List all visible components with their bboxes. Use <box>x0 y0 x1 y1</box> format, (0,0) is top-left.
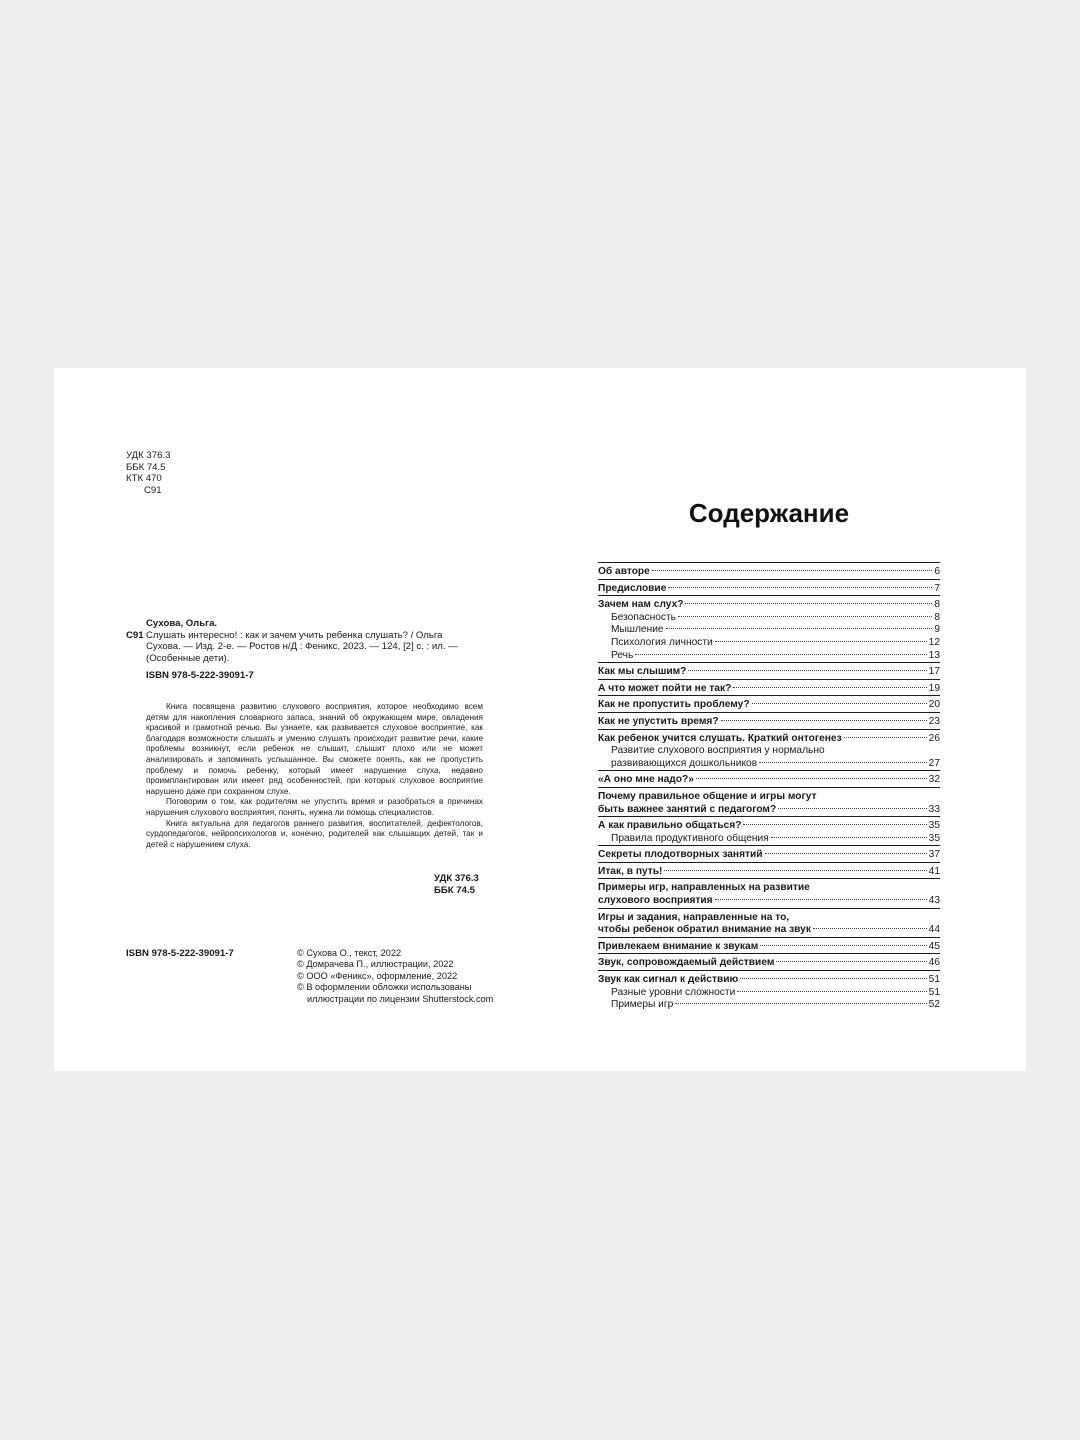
toc-entry <box>598 679 940 696</box>
toc-entry-page: 45 <box>928 940 940 952</box>
toc-entry-page: 13 <box>928 649 940 661</box>
toc-leader <box>765 853 927 854</box>
toc-entry-label: Предисловие <box>598 582 667 594</box>
toc-entry-page: 51 <box>928 974 940 986</box>
toc-leader <box>678 616 932 617</box>
toc-entry <box>598 595 940 612</box>
toc-entry-label: Звук, сопровождаемый действием <box>598 957 775 969</box>
entry-title-line-3: (Особенные дети). <box>146 652 230 664</box>
entry-isbn: ISBN 978-5-222-39091-7 <box>146 670 254 682</box>
toc-entry-label: А как правильно общаться? <box>598 820 742 832</box>
toc-entry-label: Игры и задания, направленные на то, <box>598 911 790 923</box>
toc-entry-page: 17 <box>928 666 940 678</box>
toc-entry-page: 23 <box>928 715 940 727</box>
toc-entry-label: Как мы слышим? <box>598 666 687 678</box>
toc-entry-label: Почему правильное общение и игры могут <box>598 790 817 802</box>
toc-entry <box>598 712 940 729</box>
toc-entry-label: Психология личности <box>611 636 713 648</box>
copyright-line: © В оформлении обложки использованы <box>297 982 472 993</box>
toc-entry-page: 26 <box>928 732 940 744</box>
toc-entry-page: 35 <box>928 820 940 832</box>
toc-leader <box>813 928 927 929</box>
toc-entry-label: слухового восприятия <box>598 895 713 907</box>
toc-entry <box>598 937 940 954</box>
toc-entry <box>598 729 940 746</box>
table-of-contents <box>598 562 940 1012</box>
toc-entry-page: 37 <box>928 849 940 861</box>
toc-entry-label: Правила продуктивного общения <box>611 832 769 844</box>
toc-subentry <box>598 624 940 637</box>
annotation <box>146 702 483 850</box>
toc-subentry <box>598 745 940 770</box>
classification-codes <box>126 450 170 496</box>
toc-entry-label: Привлекаем внимание к звукам <box>598 940 759 952</box>
toc-leader <box>675 1003 926 1004</box>
annotation-paragraph: Поговорим о том, как родителям не упустить время и разобраться в причинах нарушения слухового восприятия, понять, нужна ли помощь специалистов. <box>146 797 483 817</box>
toc-entry-label: Итак, в путь! <box>598 865 663 877</box>
toc-entry <box>598 695 940 712</box>
toc-entry <box>598 862 940 879</box>
toc-entry <box>598 787 940 816</box>
toc-entry <box>598 953 940 970</box>
toc-entry-label: Звук как сигнал к действию <box>598 974 739 986</box>
toc-leader <box>733 687 926 688</box>
toc-entry <box>598 845 940 862</box>
toc-entry-page: 7 <box>934 582 940 594</box>
toc-leader <box>740 978 926 979</box>
toc-entry <box>598 908 940 937</box>
toc-leader <box>635 654 926 655</box>
toc-leader <box>771 837 927 838</box>
toc-entry-page: 12 <box>928 636 940 648</box>
annotation-paragraph: Книга посвящена развитию слухового восприятия, которое необходимо всем детям для накопления словарного запаса, знаний об окружающем мире, овладения красивой и грамотной речью. Вы узнаете, как развивается слуховое восприятие, как благодаря возможности слышать и умению слушать происходит развитие речи, какие проблемы возникнут, если ребенок не слышит, слышит плохо или не может анализировать и запоминать услышанное. Вы сможете понять, как не пропустить проблему и помочь ребенку, который имеет нарушение слуха, недавно проимплантирован или имеет ряд особенностей, при которых слуховое восприятие нарушено даже при сохранном слухе. <box>146 702 483 796</box>
toc-leader <box>737 991 926 992</box>
toc-entry-label: Как не пропустить проблему? <box>598 699 750 711</box>
toc-entry-page: 9 <box>934 624 940 636</box>
toc-entry-label: чтобы ребенок обратил внимание на звук <box>598 924 811 936</box>
toc-leader <box>715 641 927 642</box>
toc-entry-label: развивающихся дошкольников <box>611 757 758 769</box>
toc-entry-page: 43 <box>928 895 940 907</box>
toc-entry <box>598 878 940 907</box>
toc-subentry <box>598 650 940 663</box>
toc-entry-page: 8 <box>934 611 940 623</box>
bibliographic-entry <box>126 618 486 682</box>
ktk-code: КТК 470 <box>126 473 162 485</box>
toc-entry-label: А что может пойти не так? <box>598 682 732 694</box>
toc-entry <box>598 562 940 579</box>
toc-entry-page: 52 <box>928 999 940 1011</box>
toc-leader <box>668 587 932 588</box>
toc-entry-page: 19 <box>928 682 940 694</box>
toc-entry-page: 33 <box>928 803 940 815</box>
toc-leader <box>688 670 926 671</box>
toc-entry-label: «А оно мне надо?» <box>598 774 694 786</box>
toc-entry-label: Безопасность <box>611 611 676 623</box>
toc-entry-page: 51 <box>928 986 940 998</box>
toc-entry-label: Мышление <box>611 624 664 636</box>
toc-entry-page: 46 <box>928 957 940 969</box>
toc-entry-page: 27 <box>928 757 940 769</box>
udk-code-bottom: УДК 376.3 <box>434 873 479 884</box>
toc-entry-page: 35 <box>928 832 940 844</box>
toc-entry-label: Зачем нам слух? <box>598 599 684 611</box>
toc-leader <box>844 737 927 738</box>
toc-entry-label: Примеры игр <box>611 999 674 1011</box>
toc-entry-label: Речь <box>611 649 634 661</box>
toc-entry <box>598 770 940 787</box>
copyright-line: иллюстрации по лицензии Shutterstock.com <box>307 993 494 1004</box>
toc-subentry <box>598 999 940 1012</box>
toc-leader <box>778 808 926 809</box>
toc-subentry <box>598 833 940 846</box>
toc-entry-label: Об авторе <box>598 566 650 577</box>
toc-heading: Содержание <box>688 498 850 528</box>
toc-entry <box>598 970 940 987</box>
toc-leader <box>715 899 927 900</box>
classification-codes-bottom <box>434 873 479 897</box>
toc-leader <box>760 945 926 946</box>
toc-entry <box>598 816 940 833</box>
toc-leader <box>759 762 927 763</box>
entry-author: Сухова, Ольга. <box>146 618 218 629</box>
toc-leader <box>776 961 926 962</box>
toc-leader <box>743 824 926 825</box>
toc-leader <box>696 778 927 779</box>
toc-entry-page: 20 <box>928 699 940 711</box>
toc-entry <box>598 579 940 596</box>
bbk-code: ББК 74.5 <box>126 461 166 473</box>
toc-leader <box>664 870 926 871</box>
toc-leader <box>666 628 933 629</box>
copyright-line: © Домрачева П., иллюстрации, 2022 <box>297 959 454 970</box>
toc-entry-page: 8 <box>934 599 940 611</box>
annotation-paragraph: Книга актуальна для педагогов раннего развития, воспитателей, дефектологов, сурдопедагогов, нейропсихологов и, конечно, родителей как слышащих детей, так и детей с нарушением слуха. <box>146 818 483 849</box>
entry-title-line-2: Сухова. — Изд. 2-е. — Ростов н/Д : Феникс, 2023. — 124, [2] с. : ил. — <box>146 641 458 653</box>
copyright-line: © ООО «Феникс», оформление, 2022 <box>297 970 458 981</box>
toc-entry-label: Примеры игр, направленных на развитие <box>598 882 810 894</box>
toc-leader <box>685 603 932 604</box>
udk-code: УДК 376.3 <box>126 450 171 461</box>
toc-leader <box>752 703 927 704</box>
copyright-line: © Сухова О., текст, 2022 <box>297 948 402 958</box>
toc-leader <box>652 570 933 571</box>
toc-entry-page: 41 <box>928 865 940 877</box>
bbk-code-bottom: ББК 74.5 <box>434 885 475 896</box>
toc-entry-page: 32 <box>928 774 940 786</box>
toc-entry-label: Разные уровни сложности <box>611 986 736 998</box>
toc-subentry <box>598 612 940 625</box>
toc-entry-page: 6 <box>934 566 940 577</box>
toc-entry-label: Секреты плодотворных занятий <box>598 849 763 861</box>
toc-entry-label: быть важнее занятий с педагогом? <box>598 803 777 815</box>
toc-entry-label: Развитие слухового восприятия у нормально <box>611 745 825 757</box>
copyright-block <box>297 948 493 1005</box>
toc-leader <box>721 720 927 721</box>
entry-title-line-1: Слушать интересно! : как и зачем учить ребенка слушать? / Ольга <box>146 629 443 641</box>
toc-entry-label: Как не упустить время? <box>598 715 719 727</box>
toc-subentry <box>598 637 940 650</box>
toc-entry <box>598 662 940 679</box>
entry-mark: С91 <box>126 629 144 641</box>
toc-entry-label: Как ребенок учится слушать. Краткий онтогенез <box>598 732 842 744</box>
isbn-bottom: ISBN 978-5-222-39091-7 <box>126 948 234 959</box>
book-spread <box>54 368 1026 1071</box>
toc-entry-page: 44 <box>928 924 940 936</box>
toc-subentry <box>598 987 940 1000</box>
author-mark: С91 <box>144 484 162 496</box>
